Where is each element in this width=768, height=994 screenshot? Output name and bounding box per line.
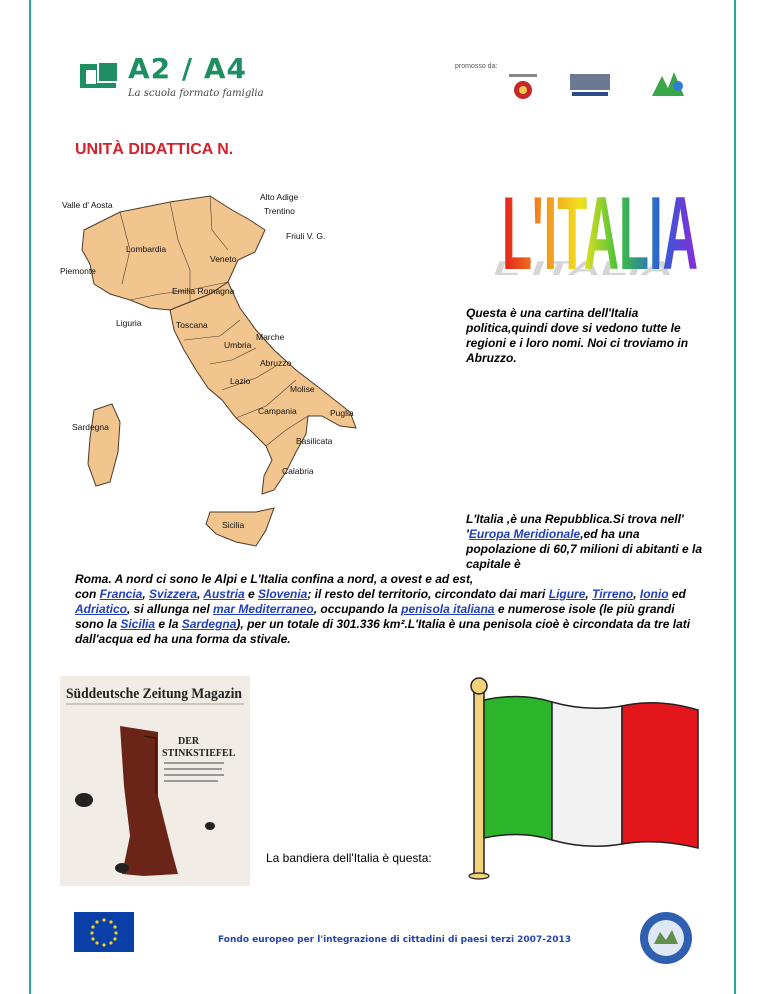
map-label-molise: Molise bbox=[290, 384, 315, 394]
magazine-headline-1: DER bbox=[178, 736, 200, 747]
italy-geography-paragraph: Roma. A nord ci sono le Alpi e L'Italia confina a nord, a ovest e ad est, con Francia, Svizzera, Austria e Slovenia; il resto del territorio, circondato dai mari Ligure, Tirreno, Ionio ed Adriatico, si allunga nel mar Mediterraneo, occupando la penisola italiana e numerose isole (le più grandi sono la Sicilia e la Sardegna), per un totale di 301.336 km².L'Italia è una penisola cioè è circondata da tre lati dall'acqua ed ha una forma da stivale. bbox=[75, 572, 691, 646]
map-label-piemonte: Piemonte bbox=[60, 266, 96, 276]
map-label-trentino: Trentino bbox=[264, 206, 295, 216]
link-penisola-italiana[interactable]: penisola italiana bbox=[401, 602, 495, 616]
magazine-cover-image bbox=[60, 676, 250, 886]
wordart-text: L'ITALIA bbox=[502, 185, 698, 281]
sponsor-logo-2 bbox=[568, 70, 612, 100]
map-label-marche: Marche bbox=[256, 332, 285, 342]
link-sardegna[interactable]: Sardegna bbox=[181, 617, 237, 631]
logo-title: A2 / A4 bbox=[128, 52, 248, 85]
sponsor-logo-3 bbox=[648, 66, 688, 102]
page-border-right bbox=[734, 0, 736, 994]
map-label-basilicata: Basilicata bbox=[296, 436, 333, 446]
a2-a4-logo bbox=[80, 52, 280, 102]
map-label-puglia: Puglia bbox=[330, 408, 354, 418]
italia-wordart bbox=[462, 185, 702, 281]
link-ligure[interactable]: Ligure bbox=[548, 587, 586, 601]
logo-mark-icon bbox=[80, 60, 122, 90]
page-border-left bbox=[29, 0, 31, 994]
wordart-shadow: L'ITALIA bbox=[489, 257, 578, 280]
link-austria[interactable]: Austria bbox=[203, 587, 245, 601]
flag-pole-finial bbox=[471, 678, 487, 694]
flag-red-stripe bbox=[622, 703, 698, 848]
link-tirreno[interactable]: Tirreno bbox=[592, 587, 634, 601]
flag-green-stripe bbox=[484, 696, 552, 840]
magazine-cover-art bbox=[60, 676, 250, 886]
map-label-veneto: Veneto bbox=[210, 254, 237, 264]
map-label-sardegna: Sardegna bbox=[72, 422, 109, 432]
map-label-lazio: Lazio bbox=[230, 376, 251, 386]
link-slovenia[interactable]: Slovenia bbox=[257, 587, 308, 601]
unit-title: UNITÀ DIDATTICA N. bbox=[75, 141, 234, 158]
map-label-alto-adige: Alto Adige bbox=[260, 192, 299, 202]
italian-flag-image bbox=[462, 670, 712, 880]
magazine-title: Süddeutsche Zeitung Magazin bbox=[66, 686, 243, 702]
map-sardinia bbox=[88, 404, 120, 486]
link-europa-meridionale[interactable]: Europa Meridionale bbox=[468, 527, 581, 541]
link-sicilia[interactable]: Sicilia bbox=[120, 617, 156, 631]
eu-flag-icon bbox=[74, 912, 134, 952]
map-label-toscana: Toscana bbox=[176, 320, 208, 330]
sponsor-logo-1 bbox=[505, 70, 541, 104]
link-adriatico[interactable]: Adriatico bbox=[75, 602, 128, 616]
map-label-valle-daosta: Valle d' Aosta bbox=[62, 200, 113, 210]
map-label-lombardia: Lombardia bbox=[126, 244, 167, 254]
link-francia[interactable]: Francia bbox=[99, 587, 143, 601]
map-label-emilia-romagna: Emilia Romagna bbox=[172, 286, 235, 296]
italy-intro-paragraph: L'Italia ,è una Repubblica.Si trova nell' 'Europa Meridionale,ed ha una popolazione di 60,7 milioni di abitanti e la capitale è bbox=[466, 512, 703, 571]
footer-fund-text: Fondo europeo per l'integrazione di cittadini di paesi terzi 2007-2013 bbox=[218, 935, 571, 945]
flag-pole bbox=[474, 690, 484, 876]
link-svizzera[interactable]: Svizzera bbox=[149, 587, 198, 601]
link-mar-mediterraneo[interactable]: mar Mediterraneo bbox=[213, 602, 314, 616]
map-peninsula bbox=[170, 282, 356, 494]
flag-white-stripe bbox=[552, 702, 622, 846]
map-label-liguria: Liguria bbox=[116, 318, 142, 328]
logo-subtitle: La scuola formato famiglia bbox=[128, 88, 264, 99]
map-label-abruzzo: Abruzzo bbox=[260, 358, 292, 368]
map-label-campania: Campania bbox=[258, 406, 297, 416]
flag-caption: La bandiera dell'Italia è questa: bbox=[266, 851, 432, 865]
link-ionio[interactable]: Ionio bbox=[639, 587, 669, 601]
map-label-friuli: Friuli V. G. bbox=[286, 231, 326, 241]
magazine-headline-2: STINKSTIEFEL bbox=[162, 748, 236, 759]
map-label-calabria: Calabria bbox=[282, 466, 314, 476]
italy-map bbox=[60, 190, 360, 575]
map-label-sicilia: Sicilia bbox=[222, 520, 245, 530]
ministry-seal-icon bbox=[638, 910, 694, 966]
promoted-by-label: promosso da: bbox=[455, 63, 498, 70]
map-description: Questa è una cartina dell'Italia politica,quindi dove si vedono tutte le regioni e i loro nomi. Noi ci troviamo in Abruzzo. bbox=[466, 306, 689, 365]
map-label-umbria: Umbria bbox=[224, 340, 252, 350]
